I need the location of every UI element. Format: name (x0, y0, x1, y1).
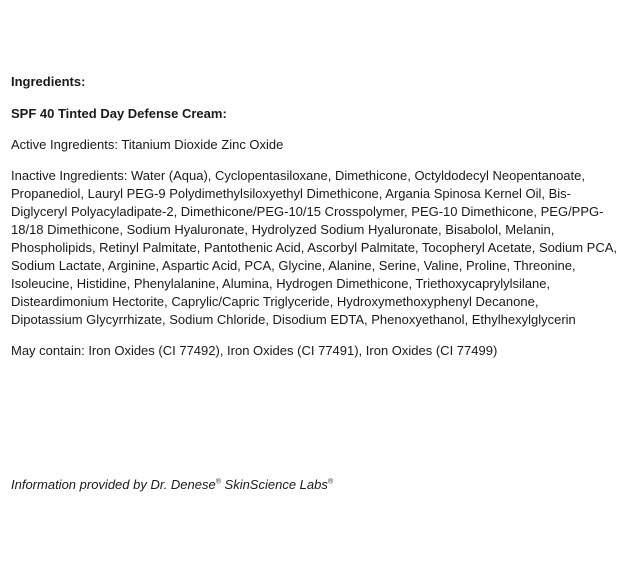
inactive-line: Propanediol, Lauryl PEG-9 Polydimethylsiloxyethyl Dimethicone, Argania Spinosa Kernel Oil, Bis- (11, 186, 571, 201)
inactive-line: Disteardimonium Hectorite, Caprylic/Capric Triglyceride, Hydroxymethoxyphenyl Decanone, (11, 294, 539, 309)
inactive-line: Inactive Ingredients: Water (Aqua), Cyclopentasiloxane, Dimethicone, Octyldodecyl Neopentanoate, (11, 168, 585, 183)
inactive-line: Isoleucine, Histidine, Phenylalanine, Alumina, Hydrogen Dimethicone, Triethoxycaprylylsilane, (11, 276, 551, 291)
inactive-line: Phospholipids, Retinyl Palmitate, Pantothenic Acid, Ascorbyl Palmitate, Tocopheryl Acetate, Sodium PCA, (11, 240, 618, 255)
active-ingredients-text: Active Ingredients: Titanium Dioxide Zinc Oxide (11, 137, 284, 152)
attribution-prefix: Information provided by Dr. Denese (11, 477, 216, 492)
source-attribution (11, 476, 333, 494)
registered-mark: ® (327, 478, 334, 486)
product-name-heading: SPF 40 Tinted Day Defense Cream: (11, 106, 227, 121)
inactive-ingredients-text (11, 167, 637, 329)
inactive-line: Dipotassium Glycyrrhizate, Sodium Chloride, Disodium EDTA, Phenoxyethanol, Ethylhexylglycerin (11, 312, 576, 327)
registered-mark: ® (215, 478, 221, 486)
attribution-brand: SkinScience Labs (220, 477, 328, 492)
inactive-line: Sodium Lactate, Arginine, Aspartic Acid, PCA, Glycine, Alanine, Serine, Valine, Proline, Threonine, (11, 258, 576, 273)
inactive-line: Diglyceryl Polyacyladipate-2, Dimethicone/PEG-10/15 Crosspolymer, PEG-10 Dimethicone, PEG/PPG- (11, 204, 604, 219)
may-contain-text: May contain: Iron Oxides (CI 77492), Iron Oxides (CI 77491), Iron Oxides (CI 77499) (11, 343, 498, 358)
inactive-line: 18/18 Dimethicone, Sodium Hyaluronate, Hydrolyzed Sodium Hyaluronate, Bisabolol, Melanin, (11, 222, 555, 237)
ingredients-heading: Ingredients: (11, 74, 86, 89)
